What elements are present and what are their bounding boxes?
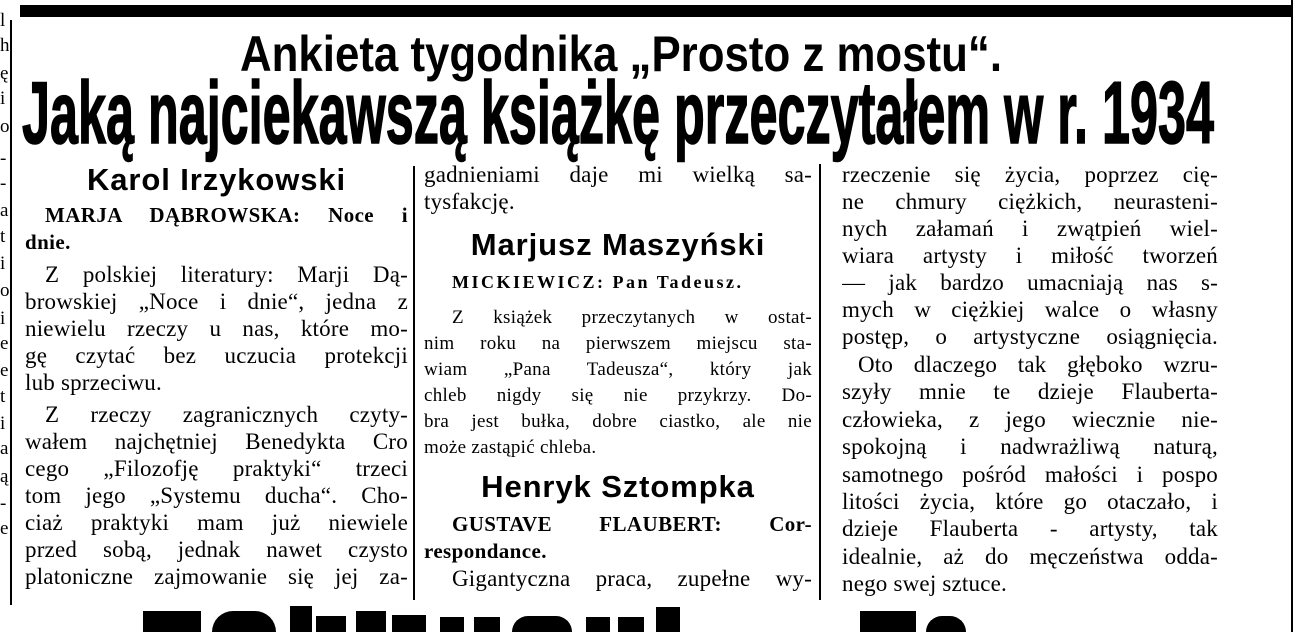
text-line: — jak bardzo umacniają nas s- [842,270,1218,295]
margin-fragment: t [0,226,6,247]
text-line: nych załamań i zwątpień wiel- [842,216,1218,241]
text-line: cego „Filozofję praktyki“ trzeci [25,456,408,481]
book-title: MICKIEWICZ: Pan Tadeusz. [452,272,744,292]
text-line: wiara artysty i miłość tworzeń [842,243,1218,268]
margin-fragment: o [0,116,9,137]
cut-off-headline-glyph [586,617,610,632]
margin-fragment: i [0,253,6,274]
margin-fragment: - [0,173,7,194]
text-line: tysfakcję. [424,189,515,214]
text-line: bra jest bułka, dobre ciastko, ale nie [424,411,812,432]
margin-fragment: i [0,413,6,434]
margin-fragment: a [0,438,9,459]
margin-fragment: - [0,148,7,169]
text-line: browskiej „Noce i dnie“, jedna z [25,289,408,314]
cut-off-headline-glyph [356,611,386,632]
cut-off-headline-glyph [512,616,572,632]
margin-fragment: ą [0,466,9,487]
text-line: nim roku na pierwszem miejscu sta- [424,333,812,354]
margin-fragment: - [0,493,7,514]
text-line: niewielu rzeczy u nas, które mo- [25,316,408,341]
margin-fragment: e [0,518,9,539]
paragraph [842,351,1218,598]
margin-fragment: o [0,280,9,301]
margin-fragment: e [0,333,9,354]
text-line: postęp, o artystyczne osiągnięcia. [842,324,1218,349]
masthead [0,0,1303,165]
text-line: wiam „Pana Tadeusza“, który jak [424,359,812,380]
margin-fragment: h [0,35,9,56]
paragraph-continuation [842,161,1218,350]
text-line: nego swej sztuce. [842,571,1007,597]
cut-off-headline-glyph [474,617,500,632]
margin-fragment: e [0,360,9,381]
text-line: Z rzeczy zagranicznych czyty- [45,402,408,427]
text-line: lub sprzeciwu. [25,370,162,395]
cut-off-headline-glyph [860,611,916,632]
book-title: GUSTAVE FLAUBERT: Cor- [452,512,812,536]
cut-off-headline-glyph [143,611,201,632]
text-line: wałem najchętniej Benedykta Cro [25,429,408,454]
headline: Jaką najciekawszą książkę przeczytałem w r. 1934 [22,63,1215,162]
author-heading: Karol Irzykowski [86,162,347,197]
margin-fragment: i [0,88,6,109]
text-line: platoniczne zajmowanie się jej za- [25,564,408,589]
paragraph [25,261,408,396]
column-rule-1 [413,166,415,600]
text-line: dzieje Flauberta - artysty, tak [842,516,1218,542]
author-heading: Marjusz Maszyński [470,227,766,262]
margin-fragment: l [0,10,6,31]
author-heading: Henryk Sztompka [481,469,755,504]
text-line: tom jego „Systemu ducha“. Cho- [25,483,408,508]
text-line: może zastąpić chleba. [424,437,597,458]
cut-off-headline-glyph [656,607,680,632]
text-line: gadnieniami daje mi wielką sa- [424,162,812,187]
cut-off-headline-glyph [316,616,346,632]
margin-fragment: i [0,308,6,329]
book-title: MARJA DĄBROWSKA: Noce i [45,203,408,227]
text-line: człowieka, z jego wiecznie nie- [842,406,1218,432]
text-line: gę czytać bez uczucia protekcji [25,343,408,368]
cut-off-headline-glyph [926,616,966,632]
text-line: Z polskiej literatury: Marji Dą- [45,262,408,287]
paragraph-continuation [424,161,812,215]
text-line: litości życia, które go otaczało, i [842,488,1218,514]
column-3 [842,160,1218,598]
cut-off-headline-glyph [212,611,276,632]
cut-off-headline-glyph [618,617,644,632]
cut-off-headline-glyph [392,615,426,632]
paragraph [424,305,812,461]
margin-fragment: ę [0,63,9,84]
book-title: dnie. [25,230,71,254]
text-line: ne chmury ciężkich, neurasteni- [842,189,1218,214]
margin-fragment: a [0,200,9,221]
text-line: szyły mnie te dzieje Flauberta- [842,379,1218,405]
margin-fragment: t [0,386,6,407]
book-title: respondance. [424,539,547,563]
text-line: idealnie, aż do męczeństwa odda- [842,543,1218,569]
text-line: Z książek przeczytanych w ostat- [452,307,812,328]
text-line: rzeczenie się życia, poprzez cię- [842,162,1218,187]
text-line: przed sobą, jednak nawet czysto [25,537,408,562]
text-line: chleb nigdy się nie przykrzy. Do- [424,385,812,406]
text-line: Gigantyczna praca, zupełne wy- [452,566,812,591]
column-1 [25,160,408,590]
cut-off-headline-glyph [440,617,464,632]
column-2 [424,160,812,592]
cut-off-headline-glyph [290,606,312,632]
text-line: samotnego pośród małości i pospo [842,461,1218,487]
text-line: Oto dlaczego tak głęboko wzru- [858,352,1218,377]
paragraph [424,565,812,592]
text-line: spokojną i nadwrażliwą naturą, [842,434,1218,460]
survey-title: Ankieta tygodnika „Prosto z mostu“. [240,26,1002,82]
column-rule-2 [819,164,821,600]
text-line: ciaż praktyki mam już niewiele [25,510,408,535]
paragraph [25,401,408,590]
text-line: mych w ciężkiej walce o własny [842,297,1218,322]
